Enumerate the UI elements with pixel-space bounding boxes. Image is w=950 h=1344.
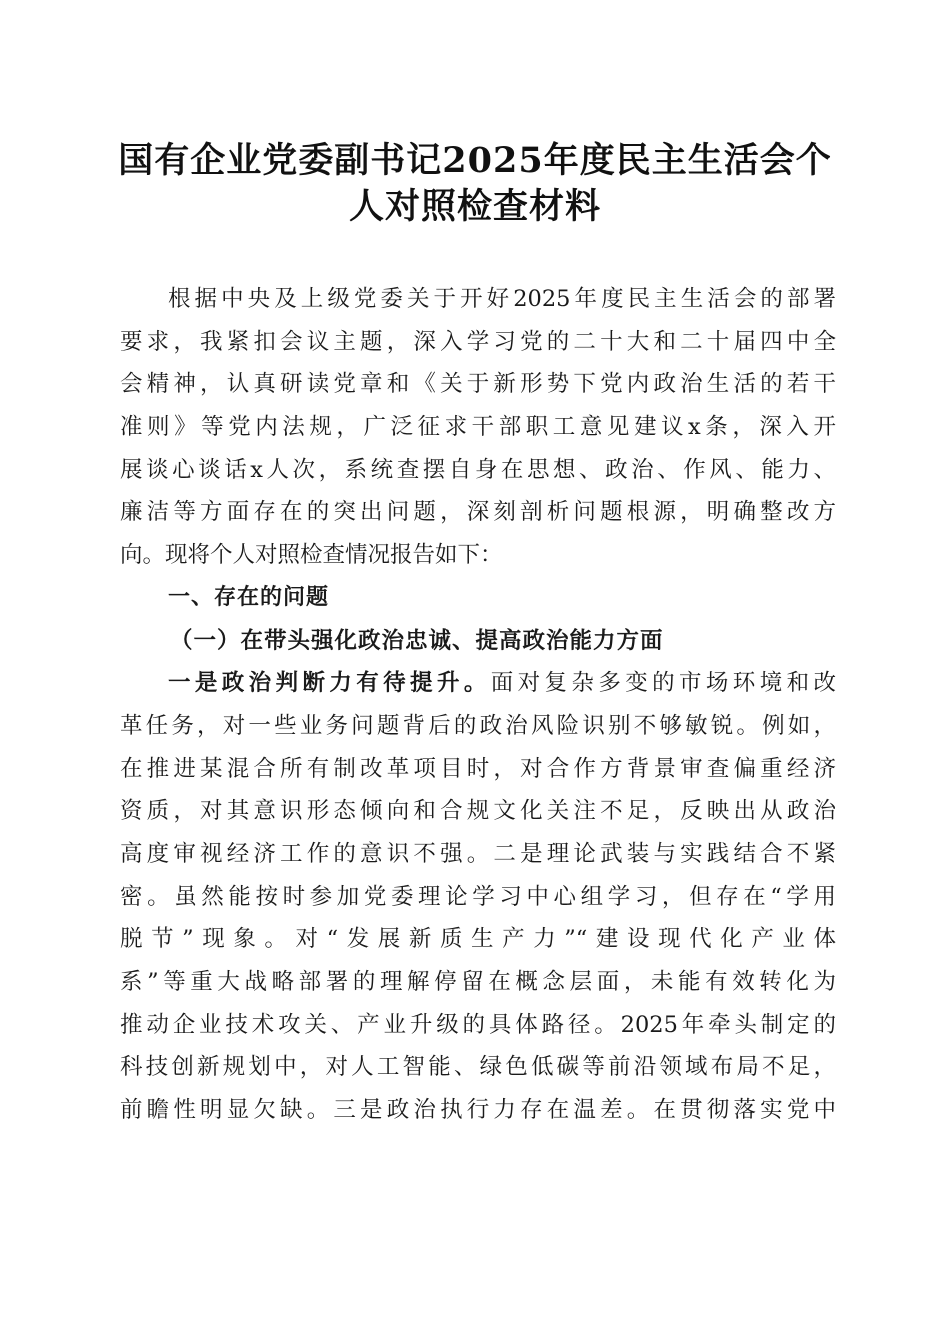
subsection-heading: （一）在带头强化政治忠诚、提高政治能力方面 <box>170 627 664 654</box>
paragraph-line: 推动企业技术攻关、产业升级的具体路径。2025年牵头制定的 <box>120 1011 836 1038</box>
intro-line: 廉洁等方面存在的突出问题，深刻剖析问题根源，明确整改方 <box>120 499 836 526</box>
paragraph-line: 系”等重大战略部署的理解停留在概念层面，未能有效转化为 <box>120 969 836 995</box>
paragraph-line: 高度审视经济工作的意识不强。二是理论武装与实践结合不紧 <box>120 840 836 867</box>
paragraph-line: 在推进某混合所有制改革项目时，对合作方背景审查偏重经济 <box>120 755 836 782</box>
paragraph-lead: 一是政治判断力有待提升。 <box>168 670 491 697</box>
title-line-1: 国有企业党委副书记2025年度民主生活会个 <box>118 140 832 181</box>
paragraph-line: 前瞻性明显欠缺。三是政治执行力存在温差。在贯彻落实党中 <box>120 1097 836 1124</box>
paragraph-line: 革任务，对一些业务问题背后的政治风险识别不够敏锐。例如， <box>120 712 836 739</box>
document-title <box>95 138 855 230</box>
intro-line: 要求，我紧扣会议主题，深入学习党的二十大和二十届四中全 <box>120 328 836 355</box>
intro-line: 展谈心谈话x人次，系统查摆自身在思想、政治、作风、能力、 <box>120 456 836 483</box>
paragraph-line: 脱节”现象。对“发展新质生产力”“建设现代化产业体 <box>120 926 836 953</box>
document-body <box>120 280 836 1134</box>
section-heading: 一、存在的问题 <box>168 584 330 610</box>
paragraph-line: 密。虽然能按时参加党委理论学习中心组学习，但存在“学用 <box>120 883 836 910</box>
paragraph-line: 资质，对其意识形态倾向和合规文化关注不足，反映出从政治 <box>120 798 836 825</box>
intro-line: 向。现将个人对照检查情况报告如下： <box>120 542 503 569</box>
intro-line: 会精神，认真研读党章和《关于新形势下党内政治生活的若干 <box>120 371 836 398</box>
paragraph-line: 科技创新规划中，对人工智能、绿色低碳等前沿领域布局不足， <box>120 1054 836 1081</box>
paragraph-first-line <box>120 664 836 707</box>
title-line-2: 人对照检查材料 <box>348 186 601 227</box>
paragraph-first-rest: 面对复杂多变的市场环境和改 <box>490 670 836 697</box>
intro-line: 根据中央及上级党委关于开好2025年度民主生活会的部署 <box>168 286 836 312</box>
intro-line: 准则》等党内法规，广泛征求干部职工意见建议x条，深入开 <box>120 414 836 441</box>
